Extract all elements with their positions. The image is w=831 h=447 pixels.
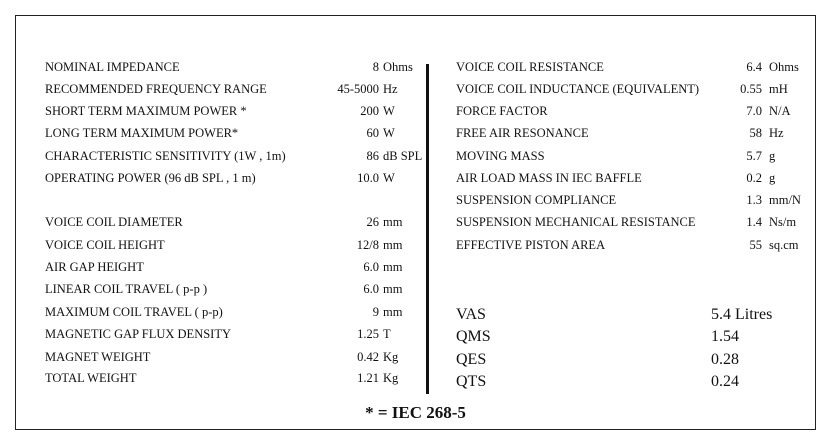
spec-value: 86 bbox=[366, 149, 379, 163]
spec-unit: g bbox=[769, 149, 776, 163]
spec-unit: mm bbox=[383, 260, 403, 274]
spec-label: SUSPENSION COMPLIANCE bbox=[456, 193, 617, 207]
spec-value: 9 bbox=[372, 305, 379, 319]
spec-label: TOTAL WEIGHT bbox=[45, 371, 137, 385]
spec-label: SHORT TERM MAXIMUM POWER * bbox=[45, 104, 247, 118]
spec-unit: W bbox=[383, 126, 395, 140]
spec-unit: mm bbox=[383, 282, 403, 296]
spec-value: 200 bbox=[360, 104, 379, 118]
spec-value: 8 bbox=[372, 60, 379, 74]
column-divider bbox=[426, 64, 429, 394]
ts-param-row bbox=[456, 326, 816, 348]
spec-unit: mm bbox=[383, 305, 403, 319]
left-spec-row bbox=[45, 302, 425, 322]
spec-unit: mH bbox=[769, 82, 788, 96]
spec-unit: T bbox=[383, 327, 391, 341]
spec-value: 45-5000 bbox=[337, 82, 379, 96]
spec-value: 12/8 bbox=[356, 238, 379, 252]
spec-label: LINEAR COIL TRAVEL ( p-p ) bbox=[45, 282, 208, 296]
ts-param-value: 0.24 bbox=[711, 373, 739, 390]
ts-param-value: 1.54 bbox=[711, 328, 739, 345]
spec-label: CHARACTERISTIC SENSITIVITY (1W , 1m) bbox=[45, 149, 286, 163]
spec-label: VOICE COIL INDUCTANCE (EQUIVALENT) bbox=[456, 82, 700, 96]
ts-param-label: VAS bbox=[456, 306, 486, 323]
spec-label: LONG TERM MAXIMUM POWER* bbox=[45, 126, 239, 140]
left-spec-row bbox=[45, 146, 425, 166]
spec-label: VOICE COIL DIAMETER bbox=[45, 215, 183, 229]
spec-value: 1.25 bbox=[357, 327, 379, 341]
spec-unit: mm/N bbox=[769, 193, 801, 207]
left-spec-row bbox=[45, 57, 425, 77]
left-spec-row bbox=[45, 101, 425, 121]
spec-unit: mm bbox=[383, 238, 403, 252]
spec-label: MOVING MASS bbox=[456, 149, 545, 163]
left-spec-row bbox=[45, 123, 425, 143]
spec-value: 1.21 bbox=[357, 371, 379, 385]
spec-value: 6.4 bbox=[746, 60, 762, 74]
ts-param-label: QTS bbox=[456, 373, 487, 390]
spec-label: EFFECTIVE PISTON AREA bbox=[456, 238, 606, 252]
spec-unit: Ns/m bbox=[769, 215, 797, 229]
spec-unit: Hz bbox=[383, 82, 398, 96]
spec-unit: sq.cm bbox=[769, 238, 799, 252]
spec-unit: W bbox=[383, 104, 395, 118]
ts-param-label: QMS bbox=[456, 328, 491, 345]
spec-value: 0.2 bbox=[746, 171, 762, 185]
spec-unit: Kg bbox=[383, 350, 399, 364]
left-spec-row bbox=[45, 324, 425, 344]
right-spec-row bbox=[456, 168, 816, 188]
spec-unit: Ohms bbox=[769, 60, 799, 74]
ts-param-label: QES bbox=[456, 351, 487, 368]
spec-value: 0.55 bbox=[740, 82, 762, 96]
spec-label: MAXIMUM COIL TRAVEL ( p-p) bbox=[45, 305, 223, 319]
spec-label: OPERATING POWER (96 dB SPL , 1 m) bbox=[45, 171, 256, 185]
spec-value: 58 bbox=[749, 126, 762, 140]
left-spec-row bbox=[45, 347, 425, 367]
spec-value: 55 bbox=[749, 238, 762, 252]
left-spec-row bbox=[45, 79, 425, 99]
spec-sheet bbox=[15, 15, 816, 430]
spec-label: VOICE COIL HEIGHT bbox=[45, 238, 165, 252]
spec-value: 1.4 bbox=[746, 215, 762, 229]
right-spec-row bbox=[456, 79, 816, 99]
spec-unit: Kg bbox=[383, 371, 399, 385]
spec-rows bbox=[16, 16, 815, 429]
left-spec-row bbox=[45, 368, 425, 388]
spec-value: 60 bbox=[366, 126, 379, 140]
spec-label: MAGNET WEIGHT bbox=[45, 350, 151, 364]
right-spec-row bbox=[456, 212, 816, 232]
spec-unit: g bbox=[769, 171, 776, 185]
spec-unit: Ohms bbox=[383, 60, 413, 74]
spec-value: 10.0 bbox=[357, 171, 379, 185]
ts-param-row bbox=[456, 371, 816, 393]
spec-unit: Hz bbox=[769, 126, 784, 140]
spec-label: AIR LOAD MASS IN IEC BAFFLE bbox=[456, 171, 642, 185]
right-spec-row bbox=[456, 123, 816, 143]
spec-value: 1.3 bbox=[746, 193, 762, 207]
spec-value: 6.0 bbox=[363, 282, 379, 296]
spec-value: 7.0 bbox=[746, 104, 762, 118]
right-spec-row bbox=[456, 235, 816, 255]
left-spec-row bbox=[45, 279, 425, 299]
left-spec-row bbox=[45, 168, 425, 188]
spec-value: 26 bbox=[366, 215, 379, 229]
ts-param-row bbox=[456, 304, 816, 326]
ts-param-value: 0.28 bbox=[711, 351, 739, 368]
spec-label: MAGNETIC GAP FLUX DENSITY bbox=[45, 327, 231, 341]
spec-label: VOICE COIL RESISTANCE bbox=[456, 60, 604, 74]
right-spec-row bbox=[456, 190, 816, 210]
spec-label: NOMINAL IMPEDANCE bbox=[45, 60, 180, 74]
spec-label: RECOMMENDED FREQUENCY RANGE bbox=[45, 82, 267, 96]
ts-param-row bbox=[456, 349, 816, 371]
right-spec-row bbox=[456, 146, 816, 166]
spec-unit: dB SPL bbox=[383, 149, 423, 163]
spec-label: FREE AIR RESONANCE bbox=[456, 126, 589, 140]
left-spec-row bbox=[45, 212, 425, 232]
right-spec-row bbox=[456, 57, 816, 77]
spec-unit: N/A bbox=[769, 104, 791, 118]
spec-value: 5.7 bbox=[746, 149, 762, 163]
spec-label: AIR GAP HEIGHT bbox=[45, 260, 144, 274]
ts-param-value: 5.4 Litres bbox=[711, 306, 773, 323]
spec-unit: W bbox=[383, 171, 395, 185]
footnote: * = IEC 268-5 bbox=[365, 403, 466, 422]
right-spec-row bbox=[456, 101, 816, 121]
left-spec-row bbox=[45, 235, 425, 255]
spec-value: 0.42 bbox=[357, 350, 379, 364]
spec-unit: mm bbox=[383, 215, 403, 229]
spec-label: SUSPENSION MECHANICAL RESISTANCE bbox=[456, 215, 696, 229]
left-spec-row bbox=[45, 257, 425, 277]
spec-label: FORCE FACTOR bbox=[456, 104, 548, 118]
spec-value: 6.0 bbox=[363, 260, 379, 274]
